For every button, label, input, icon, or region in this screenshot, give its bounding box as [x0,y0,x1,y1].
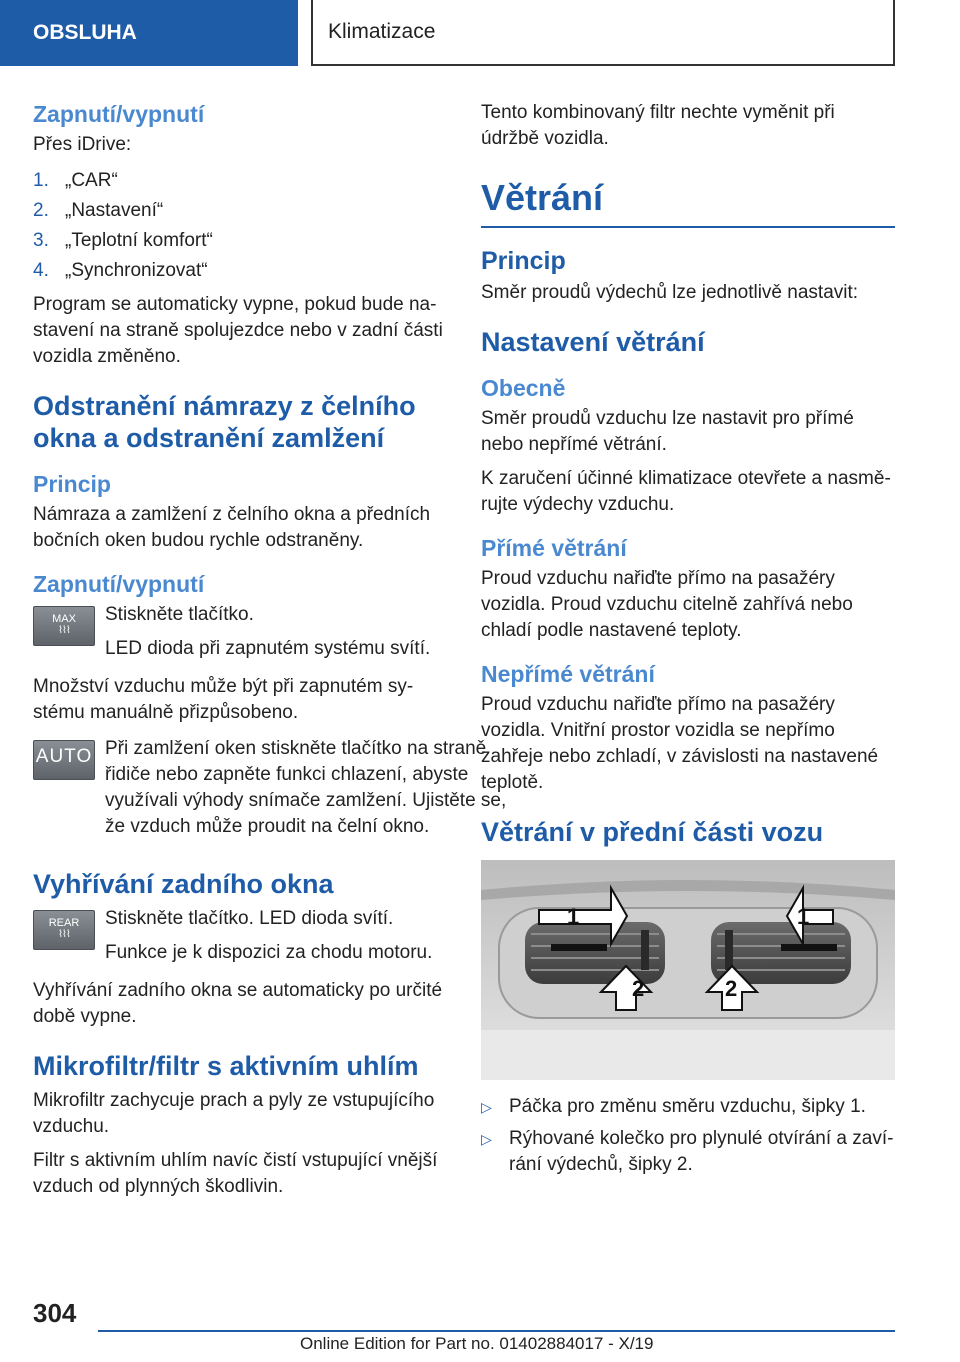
heading-direct: Přímé větrání [481,535,627,561]
direct-text: Proud vzduchu nařiďte přímo na pasažéry vozidla. Proud vzduchu citelně zahřívá nebo chladí podle nastavené teploty. [481,568,853,641]
heat-waves-icon: ⌇⌇⌇ [58,929,70,940]
right-column [481,100,895,1184]
list-item-text: Rýhované kolečko pro plynulé otvírání a zavírání výdechů, šipky 2. [509,1128,894,1175]
step-number: 2. [33,200,49,221]
footer-rule [98,1330,895,1332]
heading-ventilation: Větrání [481,177,604,218]
heading-rear-heating: Vyhřívání zadního okna [33,869,334,899]
max-button-row [33,602,443,670]
photo-label-2-left: 2 [632,976,645,1001]
air-vents-illustration [481,860,895,1080]
section-tab: OBSLUHA [0,0,298,66]
rear-press-text: Stiskněte tlačítko. LED dioda svítí. [105,908,394,929]
rear-icon-label: REAR [48,917,80,929]
general-text-1: Směr proudů vzduchu lze nastavit pro přímé nebo nepřímé větrání. [481,408,854,455]
vent-parts-list [481,1094,895,1178]
list-item-text: Páčka pro změnu směru vzduchu, šipky 1. [509,1096,866,1117]
rear-avail-text: Funkce je k dispozici za chodu motoru. [105,942,433,963]
max-icon-label: MAX [52,613,76,625]
idrive-steps [33,166,443,286]
indirect-text: Proud vzduchu nařiďte přímo na pasažéry vozidla. Vnitřní prostor vozidla se nepřímo zahřeje nebo zchladí, v závislosti na nastavené teplotě. [481,694,879,793]
heat-waves-icon: ⌇⌇⌇ [58,625,70,636]
photo-label-1-right: 1 [797,904,810,929]
page-number: 304 [33,1298,77,1328]
rear-button-row [33,906,443,974]
rear-auto-off: Vyhřívání zadního okna se automaticky po určité době vypne. [33,980,443,1027]
princip-text: Směr proudů výdechů lze jednotlivě nastavit: [481,282,859,303]
step-item [33,196,443,226]
heading-on-off: Zapnutí/vypnutí [33,101,205,127]
airflow-note: Množství vzduchu může být při zapnutém systému manuálně přizpůsobeno. [33,676,414,723]
idrive-intro: Přes iDrive: [33,134,132,155]
heading-on-off-defrost: Zapnutí/vypnutí [33,571,205,597]
heading-defrost: Odstranění námrazy z čelního okna a odstranění zamlžení [33,391,416,453]
list-item [481,1094,895,1120]
filter-text-2: Filtr s aktivním uhlím navíc čistí vstupující vnější vzduch od plynných škodlivin. [33,1150,438,1197]
step-number: 1. [33,170,49,191]
filter-text-1: Mikrofiltr zachycuje prach a pyly ze vstupujícího vzduchu. [33,1090,435,1137]
auto-button-icon: AUTO [33,740,95,780]
photo-label-2-right: 2 [725,976,738,1001]
step-text: „CAR“ [65,170,118,191]
footer-edition: Online Edition for Part no. 01402884017 - X/19 [300,1334,654,1353]
heading-princip: Princip [33,471,111,497]
step-text: „Teplotní komfort“ [65,230,213,251]
step-item [33,166,443,196]
rear-defrost-icon [33,910,95,950]
air-vents-photo [481,860,895,1080]
max-led-text: LED dioda při zapnutém systému svítí. [105,638,431,659]
step-item [33,256,443,286]
triangle-bullet-icon: ▷ [481,1099,492,1115]
heading-indirect: Nepřímé větrání [481,661,655,687]
filter-change-text: Tento kombinovaný filtr nechte vyměnit při údržbě vozidla. [481,102,835,149]
step-text: „Nastavení“ [65,200,164,221]
max-defrost-icon [33,606,95,646]
auto-text: Při zamlžení oken stiskněte tlačítko na straně řidiče nebo zapněte funkci chlazení, abyste využívali výhody snímače zamlžení. Ujistěte se, že vzduch může proudit na čelní okno. [105,738,507,837]
princip-text: Námraza a zamlžení z čelního okna a předních bočních oken budou rychle odstraněny. [33,504,431,551]
step-number: 3. [33,230,49,251]
list-item [481,1126,895,1178]
heading-front-vent: Větrání v přední části vozu [481,817,824,847]
heading-filter: Mikrofiltr/filtr s aktivním uhlím [33,1051,419,1081]
step-text: „Synchronizovat“ [65,260,208,281]
sync-note: Program se automaticky vypne, pokud bude nastavení na straně spolujezdce nebo v zadní části vozidla změněno. [33,294,443,367]
heading-general: Obecně [481,375,566,401]
heading-vent-settings: Nastavení větrání [481,327,705,357]
triangle-bullet-icon: ▷ [481,1131,492,1147]
max-press-text: Stiskněte tlačítko. [105,604,254,625]
auto-button-row [33,736,507,848]
heading-princip: Princip [481,247,566,275]
photo-label-1-left: 1 [567,904,580,929]
general-text-2: K zaručení účinné klimatizace otevřete a nasměrujte výdechy vzduchu. [481,468,891,515]
left-column [33,100,507,1208]
step-item [33,226,443,256]
heading-rule [481,226,895,228]
chapter-title: Klimatizace [311,0,895,66]
step-number: 4. [33,260,49,281]
